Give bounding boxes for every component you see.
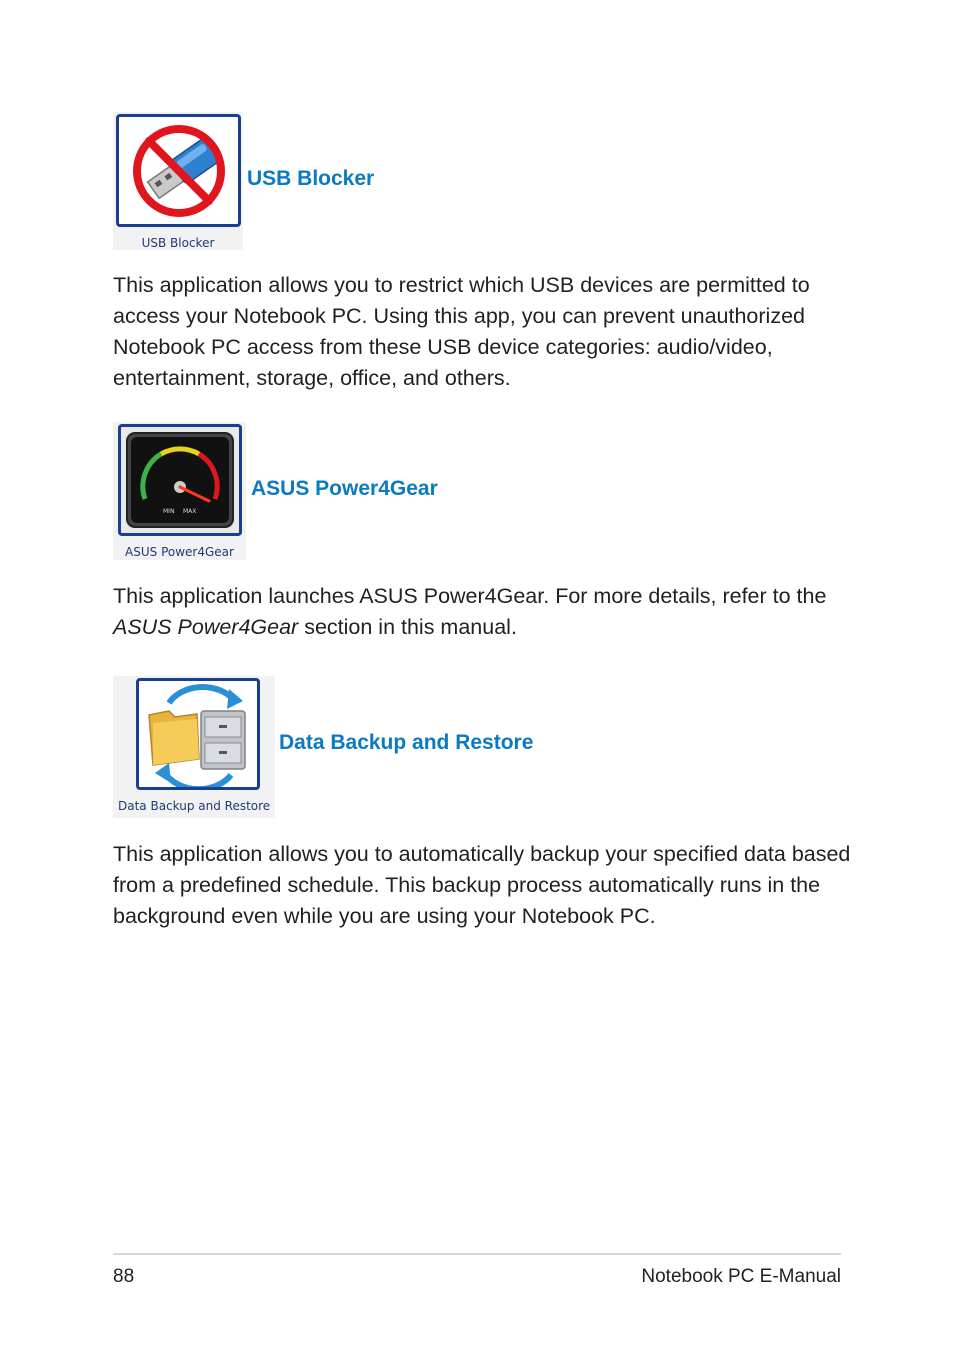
tile-label: ASUS Power4Gear [125,545,234,559]
usb-blocker-tile[interactable] [113,112,243,250]
manual-section-reference: ASUS Power4Gear [113,615,299,639]
section-heading: Data Backup and Restore [279,731,534,754]
section-paragraph [113,581,853,643]
manual-title: Notebook PC E-Manual [641,1266,841,1287]
gauge-min-label: MIN [163,508,175,515]
gauge-max-label: MAX [183,508,197,515]
section-paragraph: This application allows you to restrict which USB devices are permitted to access your Notebook PC. Using this app, you can prevent unauthorized Notebook PC access from these USB device categories: audio/video, entertainment, storage, office, and others. [113,273,810,390]
backup-restore-icon [136,678,260,790]
paragraph-text: This application launches ASUS Power4Gear. For more details, refer to the [113,584,827,608]
section-heading: USB Blocker [247,167,375,190]
speedometer-icon [118,424,242,536]
section-paragraph: This application allows you to automatically backup your specified data based from a predefined schedule. This backup process automatically runs in the background even while you are using your Notebook PC. [113,842,851,928]
tile-label: USB Blocker [141,236,215,250]
backup-restore-tile[interactable] [113,676,275,818]
usb-blocker-icon [116,114,241,227]
section-heading: ASUS Power4Gear [251,477,438,500]
paragraph-text: section in this manual. [298,615,517,639]
page-number: 88 [113,1266,135,1287]
footer-divider [113,1253,841,1255]
tile-label: Data Backup and Restore [118,799,271,813]
power4gear-tile[interactable] [113,422,246,560]
